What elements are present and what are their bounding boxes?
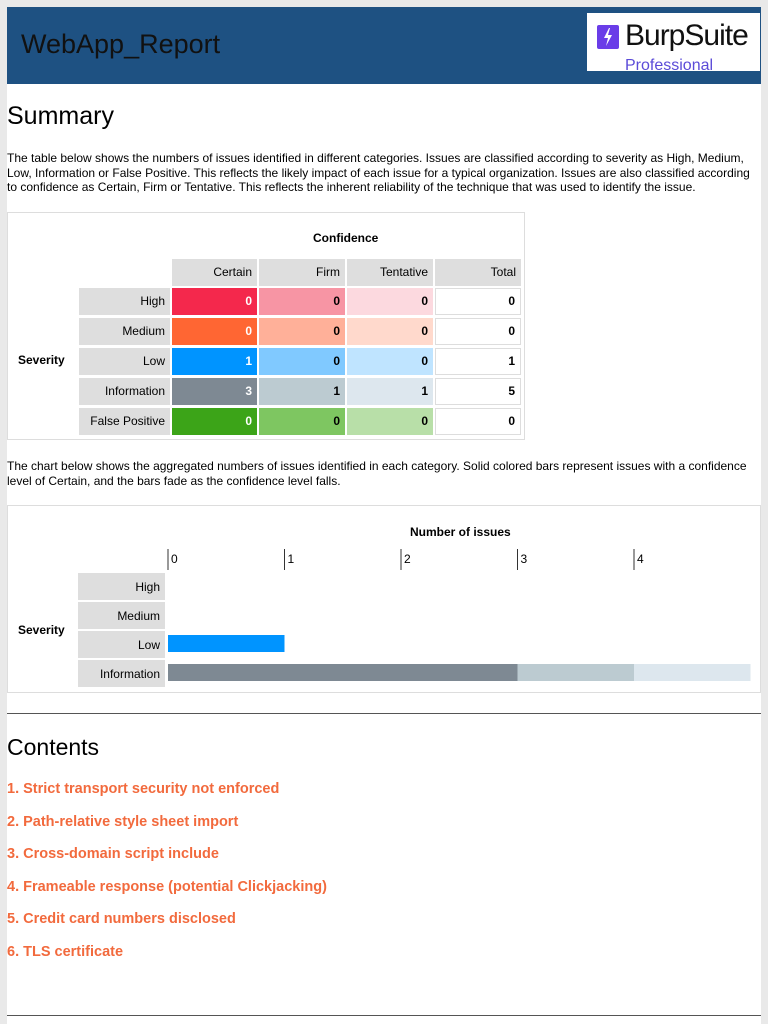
- contents-item: [7, 780, 327, 813]
- contents-item: [7, 943, 327, 976]
- contents-item: [7, 845, 327, 878]
- bar-information-certain: [168, 664, 518, 681]
- severity-row-label: Low: [79, 348, 170, 375]
- summary-heading: Summary: [7, 102, 114, 130]
- severity-row-label: High: [79, 288, 170, 315]
- table-cell: 0: [347, 348, 433, 375]
- table-cell: 0: [172, 408, 257, 435]
- summary-intro: The table below shows the numbers of issues identified in different categories. Issues are classified according to severity as High, Medium, Low, Information or False Positive. This reflects the likely impact of each issue for a typical organization. Issues are also classified according to confidence as Certain, Firm or Tentative. This reflects the inherent reliability of the technique that was used to identify the issue.: [7, 151, 750, 194]
- table-cell: 0: [259, 318, 345, 345]
- x-tick-label: 1: [287, 552, 295, 566]
- severity-label: Severity: [18, 353, 65, 367]
- x-tick-label: 2: [404, 552, 411, 566]
- bar-low-certain: [168, 635, 285, 652]
- column-header-certain: Certain: [172, 259, 257, 286]
- table-cell: 0: [347, 288, 433, 315]
- chart-canvas: [7, 7, 761, 697]
- column-header-firm: Firm: [259, 259, 345, 286]
- severity-row-label: Information: [79, 378, 170, 405]
- chart-category-label: High: [135, 580, 160, 594]
- confidence-label: Confidence: [313, 231, 379, 245]
- chart-intro: The chart below shows the aggregated numbers of issues identified in each category. Solid colored bars represent issues with a confidence level of Certain, and the bars fade as the confidence level falls.: [7, 459, 747, 488]
- chart-category-label: Information: [99, 667, 160, 681]
- contents-list: [7, 780, 327, 976]
- table-cell: 1: [259, 378, 345, 405]
- logo-sub-text: Professional: [625, 57, 714, 74]
- contents-link[interactable]: 6. TLS certificate: [7, 943, 124, 960]
- table-cell: 0: [259, 348, 345, 375]
- chart-title: Number of issues: [410, 525, 511, 539]
- x-tick-label: 4: [637, 552, 644, 566]
- table-total-cell: 0: [435, 408, 521, 435]
- table-cell: 1: [172, 348, 257, 375]
- divider: [7, 713, 761, 714]
- table-cell: 3: [172, 378, 257, 405]
- bar-information-tentative: [634, 664, 751, 681]
- table-cell: 1: [347, 378, 433, 405]
- contents-item: [7, 910, 327, 943]
- chart-category-label: Low: [137, 638, 160, 652]
- table-cell: 0: [347, 408, 433, 435]
- severity-row-label: Medium: [79, 318, 170, 345]
- table-total-cell: 0: [435, 288, 521, 315]
- contents-item: [7, 813, 327, 846]
- table-total-cell: 0: [435, 318, 521, 345]
- column-header-total: Total: [435, 259, 521, 286]
- severity-row-label: False Positive: [79, 408, 170, 435]
- contents-link[interactable]: 2. Path-relative style sheet import: [7, 813, 239, 830]
- x-tick-label: 3: [520, 552, 528, 566]
- table-total-cell: 1: [435, 348, 521, 375]
- contents-link[interactable]: 5. Credit card numbers disclosed: [7, 911, 236, 928]
- logo-main-text: BurpSuite: [625, 19, 748, 52]
- table-cell: 0: [259, 408, 345, 435]
- contents-item: [7, 878, 327, 911]
- contents-link[interactable]: 3. Cross-domain script include: [7, 846, 219, 863]
- divider: [7, 1015, 761, 1016]
- chart-severity-label: Severity: [18, 623, 65, 637]
- contents-heading: Contents: [7, 734, 100, 760]
- x-tick-label: 0: [171, 552, 178, 566]
- report-title: WebApp_Report: [21, 29, 221, 59]
- bar-information-firm: [518, 664, 635, 681]
- table-cell: 0: [172, 318, 257, 345]
- chart-category-label: Medium: [117, 609, 160, 623]
- table-cell: 0: [347, 318, 433, 345]
- report-page: [7, 7, 761, 1024]
- table-cell: 0: [172, 288, 257, 315]
- table-total-cell: 5: [435, 378, 521, 405]
- column-header-tentative: Tentative: [347, 259, 433, 286]
- contents-link[interactable]: 1. Strict transport security not enforced: [7, 781, 280, 797]
- contents-link[interactable]: 4. Frameable response (potential Clickjacking): [7, 878, 327, 895]
- table-cell: 0: [259, 288, 345, 315]
